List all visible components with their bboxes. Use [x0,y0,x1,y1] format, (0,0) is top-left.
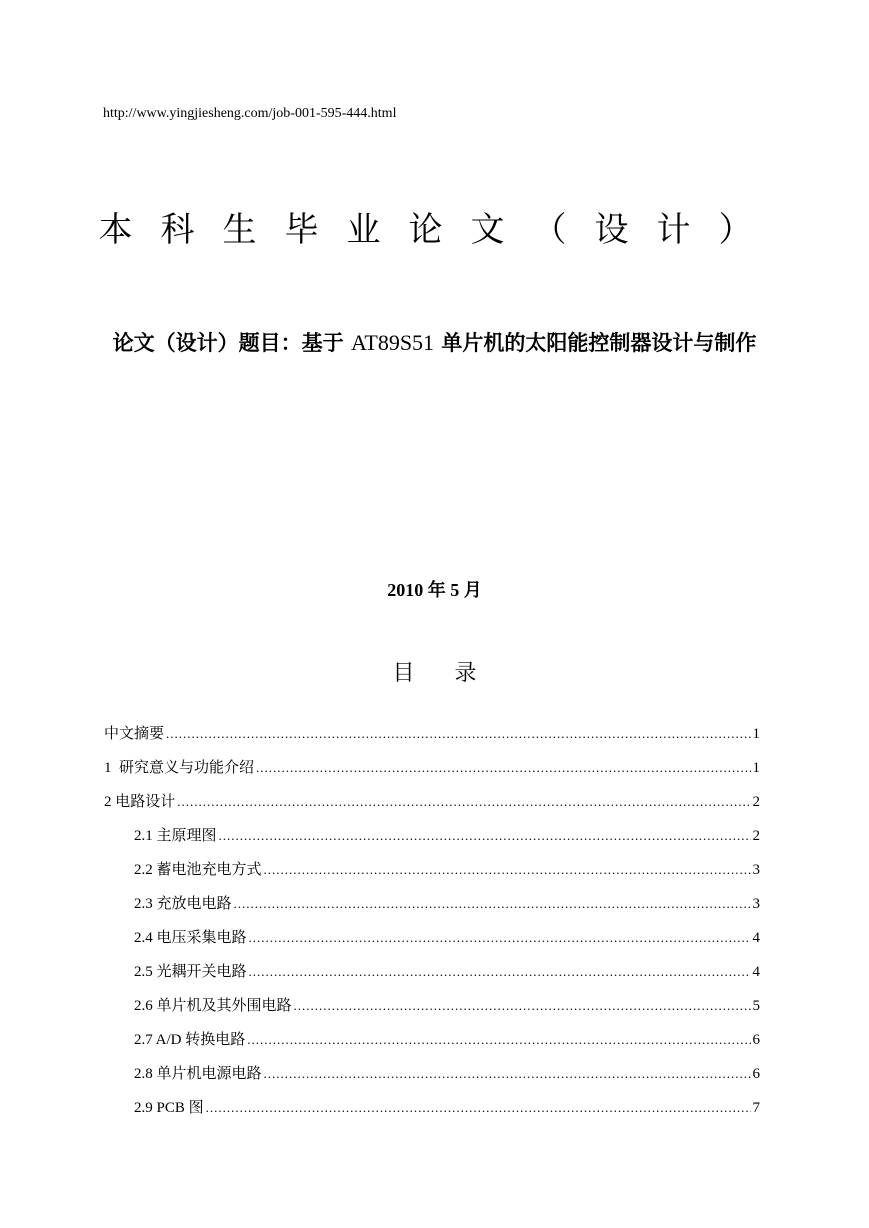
toc-entry-page: 2 [752,794,760,810]
toc-leader-dots [219,828,751,844]
toc-leader-dots [247,1032,750,1048]
toc-entry-page: 7 [752,1100,760,1116]
toc-entry-label: 2.4 电压采集电路 [134,930,247,946]
toc-entry[interactable] [104,1062,760,1096]
toc-leader-dots [249,964,751,980]
toc-entry[interactable] [104,926,760,960]
toc-entry-label: 2.3 充放电电路 [134,896,232,912]
thesis-title [100,322,769,364]
toc-entry-label: 2.7 A/D 转换电路 [134,1032,246,1048]
toc-entry-label: 2.6 单片机及其外围电路 [134,998,292,1014]
toc-heading: 目录 [392,661,517,686]
toc-leader-dots [264,1066,751,1082]
toc-entry-label: 2.8 单片机电源电路 [134,1066,262,1082]
toc-entry[interactable] [104,960,760,994]
toc-entry[interactable] [104,1028,760,1062]
toc-entry-label: 1 研究意义与功能介绍 [104,760,255,776]
toc-entry-page: 6 [752,1066,760,1082]
toc-entry-page: 1 [752,726,760,742]
toc-leader-dots [264,862,751,878]
source-url: http://www.yingjiesheng.com/job-001-595-444.html [103,106,397,121]
toc-entry-label: 2.2 蓄电池充电方式 [134,862,262,878]
toc-entry[interactable] [104,892,760,926]
toc-entry[interactable] [104,994,760,1028]
toc-entry-label: 2.1 主原理图 [134,828,217,844]
thesis-title-model: AT89S51 [350,330,435,355]
toc-leader-dots [234,896,751,912]
table-of-contents [104,722,760,1130]
toc-entry[interactable] [104,824,760,858]
toc-entry-page: 4 [752,930,760,946]
toc-entry-page: 6 [752,1032,760,1048]
thesis-title-prefix: 论文（设计）题目：基于 [112,331,344,355]
toc-entry[interactable] [104,722,760,756]
toc-entry[interactable] [104,858,760,892]
toc-leader-dots [256,760,750,776]
toc-leader-dots [177,794,750,810]
toc-leader-dots [166,726,750,742]
toc-entry-page: 3 [752,862,760,878]
toc-entry[interactable] [104,1096,760,1130]
toc-entry-page: 3 [752,896,760,912]
toc-entry[interactable] [104,756,760,790]
toc-entry-page: 2 [752,828,760,844]
toc-entry-page: 4 [752,964,760,980]
toc-entry-page: 5 [752,998,760,1014]
toc-entry-page: 1 [752,760,760,776]
document-title: 本科生毕业论文（设计） [98,210,781,250]
toc-entry-label: 2.9 PCB 图 [134,1100,204,1116]
toc-leader-dots [249,930,751,946]
toc-leader-dots [294,998,751,1014]
submission-date: 2010 年 5 月 [387,580,482,600]
toc-entry-label: 中文摘要 [104,726,165,742]
toc-leader-dots [206,1100,751,1116]
toc-entry[interactable] [104,790,760,824]
thesis-title-suffix: 单片机的太阳能控制器设计与制作 [441,331,757,355]
toc-entry-label: 2.5 光耦开关电路 [134,964,247,980]
toc-entry-label: 2 电路设计 [104,794,176,810]
